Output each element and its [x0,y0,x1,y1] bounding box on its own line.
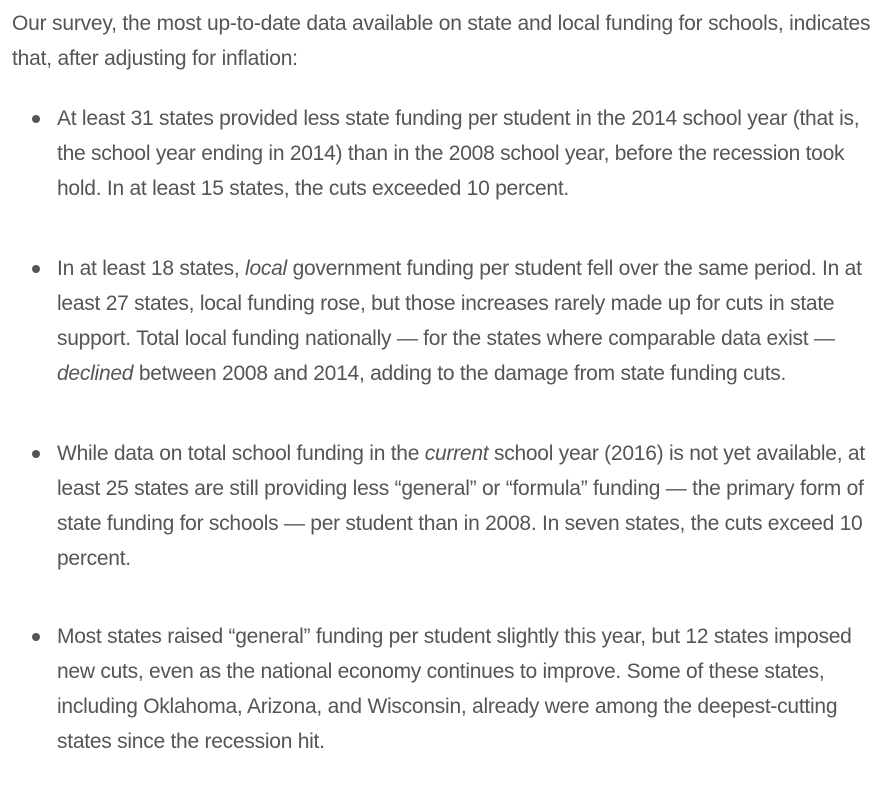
list-item-text-part: government funding per student fell over the same period. In at least 27 states, local funding rose, but those increases rarely made up for cuts in state support. Total local funding nationally — for the states where comparable data exist — [57,257,862,350]
intro-paragraph: Our survey, the most up-to-date data available on state and local funding for schools, indicates that, after adjusting for inflation: [12,12,871,70]
bullet-icon [32,265,40,273]
emphasis-text: current [424,442,489,465]
list-item-text-part: While data on total school funding in the [57,442,425,465]
findings-list [12,101,888,759]
list-item-text-part: between 2008 and 2014, adding to the damage from state funding cuts. [133,362,787,385]
bullet-icon [32,115,40,123]
list-item [12,436,888,576]
list-item [12,251,888,391]
emphasis-text: local [245,257,287,280]
list-item-text: At least 31 states provided less state funding per student in the 2014 school year (that is, the school year ending in 2014) than in the 2008 school year, before the recession took hold. In at least 15 states, the cuts exceeded 10 percent. [57,107,860,200]
bullet-icon [32,450,40,458]
list-item-text-part: school year (2016) is not yet available, at least 25 states are still providing less “general” or “formula” funding — the primary form of state funding for schools — per student than in 2008. In seven states, the cuts exceed 10 percent. [57,442,865,570]
list-item [12,101,888,206]
list-item [12,619,888,759]
list-item-text-part: In at least 18 states, [57,257,246,280]
article-body [12,6,888,759]
list-item-text: Most states raised “general” funding per student slightly this year, but 12 states imposed new cuts, even as the national economy continues to improve. Some of these states, including Oklahoma, Arizona, and Wisconsin, already were among the deepest-cutting states since the recession hit. [57,625,852,753]
bullet-icon [32,633,40,641]
emphasis-text: declined [57,362,134,385]
